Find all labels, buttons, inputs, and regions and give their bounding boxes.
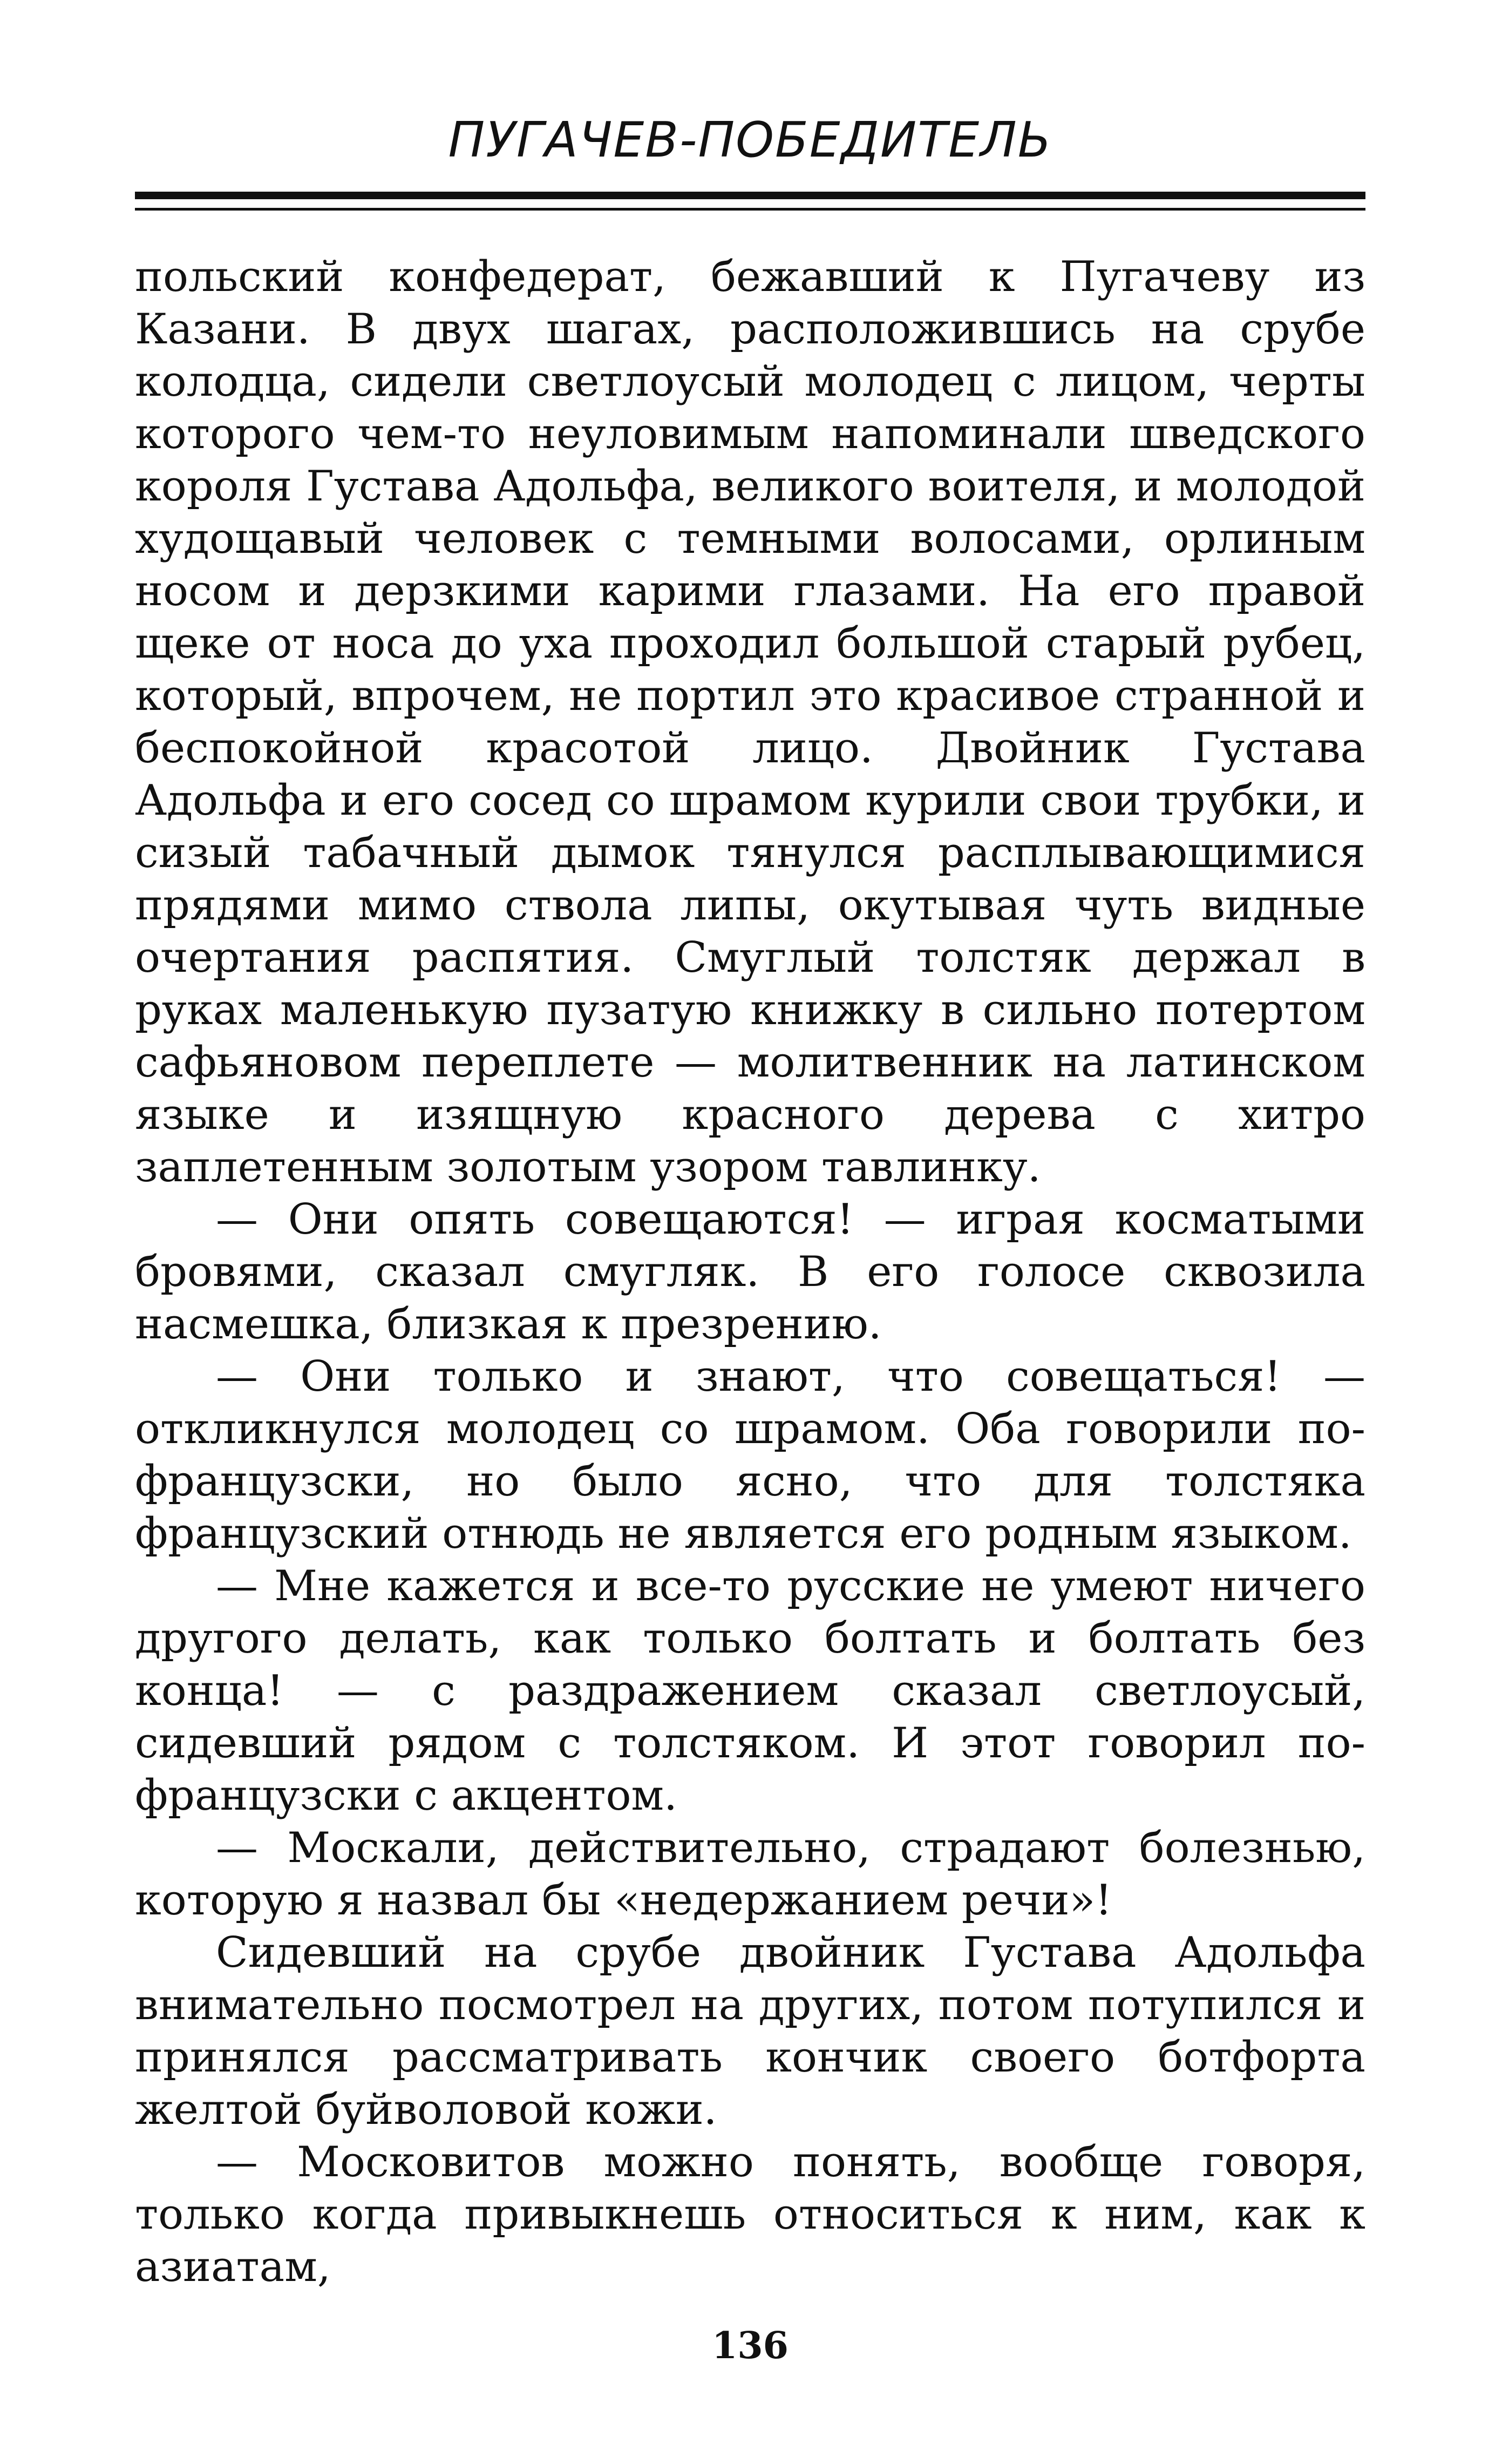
paragraph-continuation: польский конфедерат, бежавший к Пугачеву из Казани. В двух шагах, расположившись на срубе колодца, сидели светлоусый молодец с лицом, черты которого чем-то неуловимым напоминали шведского короля Густава Адольфа, великого воителя, и молодой худощавый человек с темными волосами, орлиным носом и дерзкими карими глазами. На его правой щеке от носа до уха проходил большой старый рубец, который, впрочем, не портил это красивое странной и беспокойной красотой лицо. Двойник Густава Адольфа и его сосед со шрамом курили свои трубки, и сизый табачный дымок тянулся расплывающимися прядями мимо ствола липы, окутывая чуть видные очертания распятия. Смуглый толстяк держал в руках маленькую пузатую книжку в сильно потертом сафьяновом переплете — молитвенник на латинском языке и изящную красного дерева с хитро заплетенным золотым узором тавлинку. [135, 253, 1365, 1192]
paragraph: Сидевший на срубе двойник Густава Адольфа внимательно посмотрел на других, потом потупился и принялся рассматривать кончик своего ботфорта желтой буйволовой кожи. [135, 1928, 1365, 2134]
header-rule-thin [135, 208, 1365, 211]
paragraph: — Они только и знают, что совещаться! — откликнулся молодец со шрамом. Оба говорили по-французски, но было ясно, что для толстяка французский отнюдь не является его родным языком. [135, 1352, 1365, 1558]
running-title: ПУГАЧЕВ-ПОБЕДИТЕЛЬ [448, 112, 1052, 168]
page-number: 136 [712, 2324, 789, 2367]
header-rule-thick [135, 192, 1365, 199]
paragraph: — Мне кажется и все-то русские не умеют ничего другого делать, как только болтать и болтать без конца! — с раздражением сказал светлоусый, сидевший рядом с толстяком. И этот говорил по-французски с акцентом. [135, 1562, 1365, 1820]
paragraph: — Москали, действительно, страдают болезнью, которую я назвал бы «недержанием речи»! [135, 1824, 1365, 1925]
body-text [135, 251, 1365, 2293]
paragraph: — Они опять совещаются! — играя косматыми бровями, сказал смугляк. В его голосе сквозила насмешка, близкая к презрению. [135, 1195, 1365, 1349]
paragraph: — Московитов можно понять, вообще говоря, только когда привыкнешь относиться к ним, как к азиатам, [135, 2138, 1365, 2291]
